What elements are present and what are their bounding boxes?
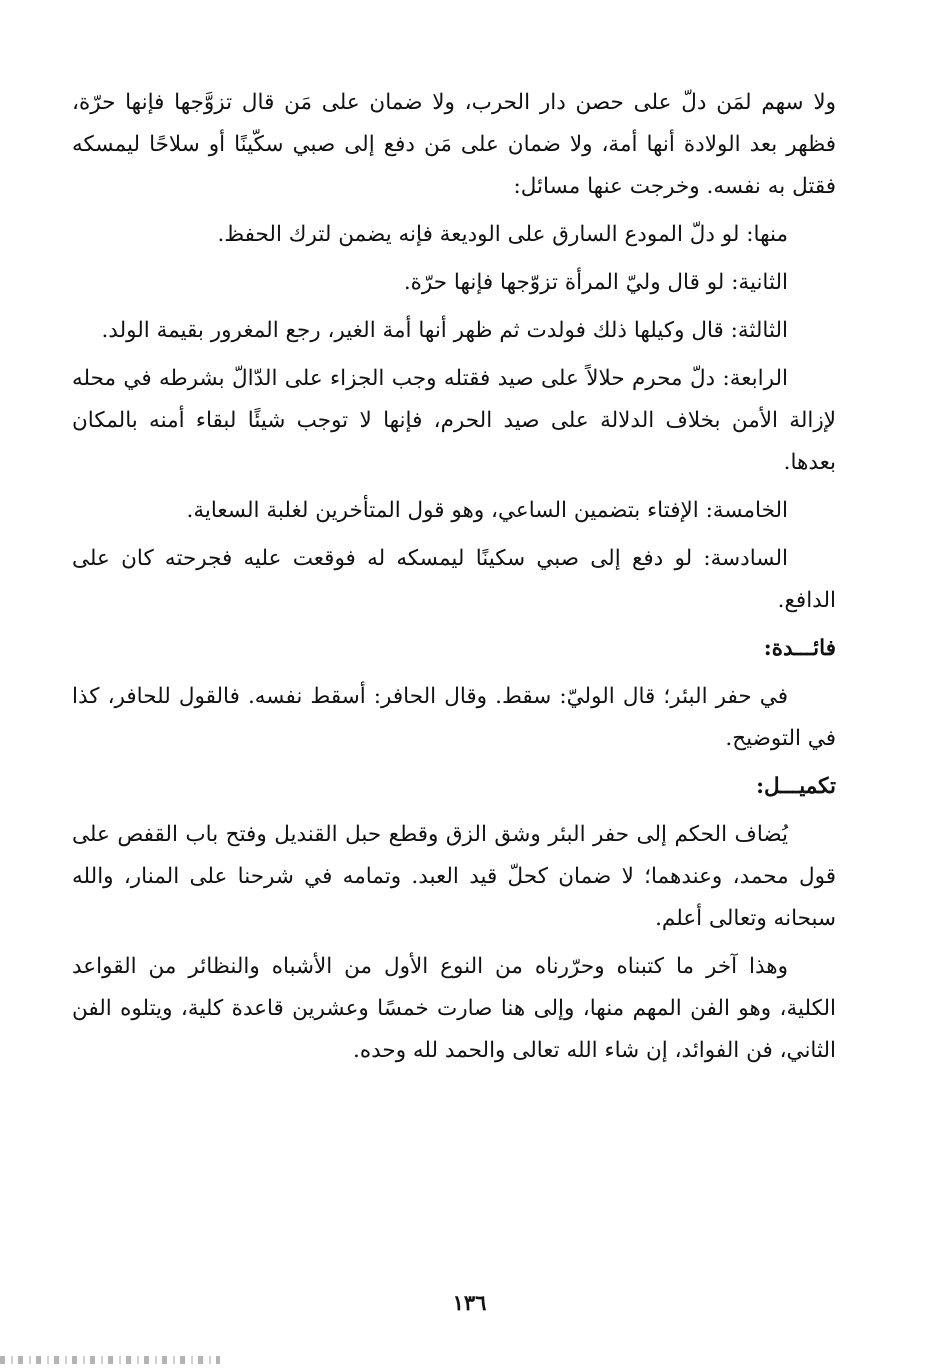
section-heading-fa-ida: فائـــدة: xyxy=(763,636,836,661)
page-body xyxy=(72,82,836,1072)
takmil-paragraph: يُضاف الحكم إلى حفر البئر وشق الزق وقطع حبل القنديل وفتح باب القفص على قول محمد، وعندهما؛ لا ضمان كحلّ قيد العبد. وتمامه في شرحنا على المنار، والله سبحانه وتعالى أعلم. xyxy=(72,822,836,931)
issue-2: الثانية: لو قال وليّ المرأة تزوّجها فإنها حرّة. xyxy=(403,270,788,295)
section-heading-takmil: تكميـــل: xyxy=(756,774,836,799)
issue-3: الثالثة: قال وكيلها ذلك فولدت ثم ظهر أنها أمة الغير، رجع المغرور بقيمة الولد. xyxy=(101,318,788,343)
closing-paragraph: وهذا آخر ما كتبناه وحرّرناه من النوع الأول من الأشباه والنظائر من القواعد الكلية، وهو الفن المهم منها، وإلى هنا صارت خمسًا وعشرين قاعدة كلية، ويتلوه الفن الثاني، فن الفوائد، إن شاء الله تعالى والحمد لله وحده. xyxy=(72,954,836,1063)
issue-1: منها: لو دلّ المودع السارق على الوديعة فإنه يضمن لترك الحفظ. xyxy=(217,222,788,247)
intro-paragraph: ولا سهم لمَن دلّ على حصن دار الحرب، ولا ضمان على مَن قال تزوَّجها فإنها حرّة، فظهر بعد الولادة أنها أمة، ولا ضمان على مَن دفع إلى صبي سكّينًا أو سلاحًا ليمسكه فقتل به نفسه. وخرجت عنها مسائل: xyxy=(72,90,836,199)
fa-ida-paragraph: في حفر البئر؛ قال الوليّ: سقط. وقال الحافر: أسقط نفسه. فالقول للحافر، كذا في التوضيح. xyxy=(72,684,836,751)
issue-4: الرابعة: دلّ محرم حلالاً على صيد فقتله وجب الجزاء على الدّالّ بشرطه في محله لإزالة الأمن بخلاف الدلالة على صيد الحرم، فإنها لا توجب شيئًا لبقاء أمنه بالمكان بعدها. xyxy=(72,366,836,475)
page-number: ١٣٦ xyxy=(452,1290,487,1315)
issue-6: السادسة: لو دفع إلى صبي سكينًا ليمسكه له فوقعت عليه فجرحته كان على الدافع. xyxy=(72,546,836,613)
issue-5: الخامسة: الإفتاء بتضمين الساعي، وهو قول المتأخرين لغلبة السعاية. xyxy=(186,498,788,523)
scan-artifact xyxy=(0,1356,220,1364)
